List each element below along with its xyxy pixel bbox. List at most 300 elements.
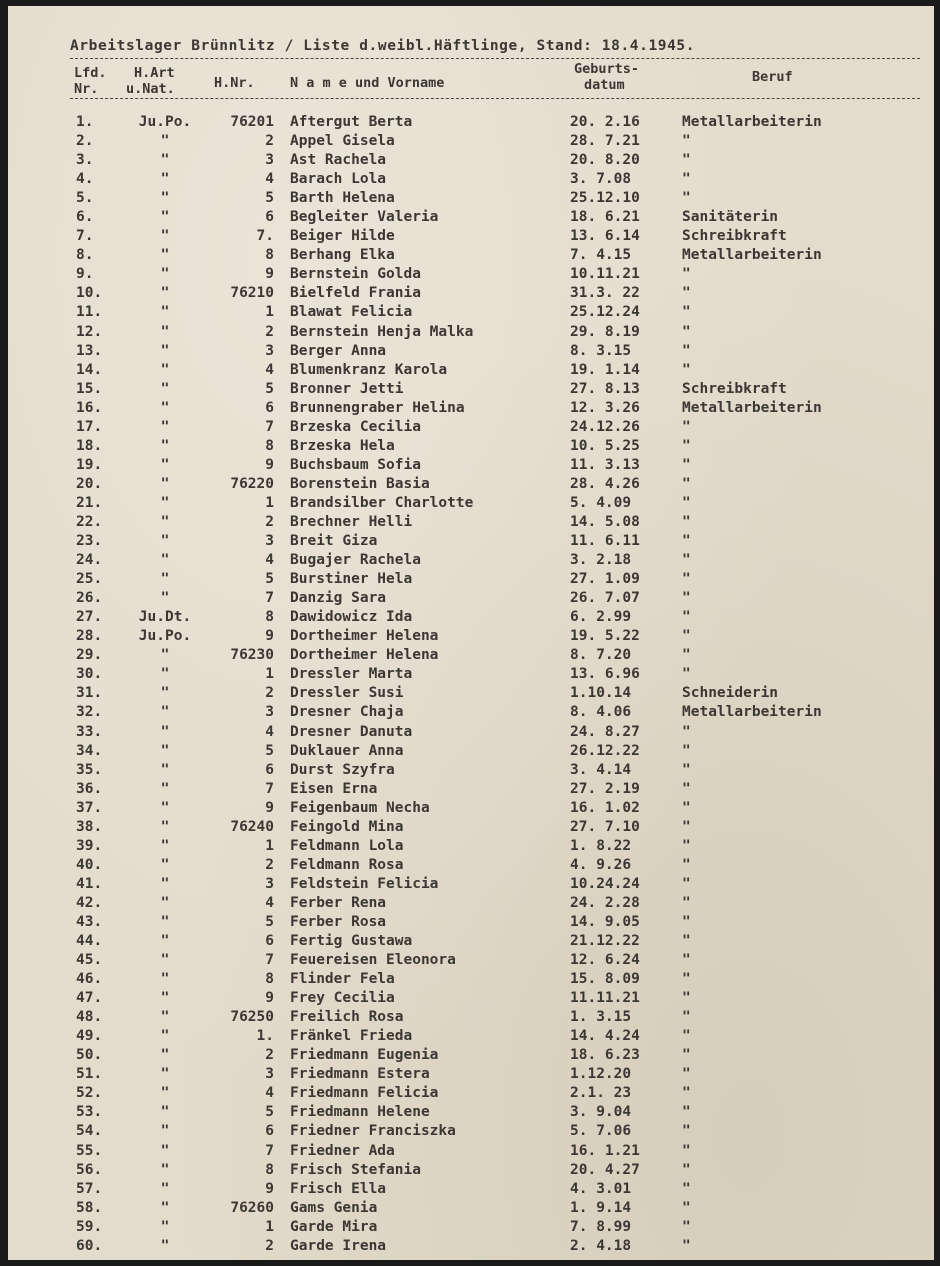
table-row xyxy=(8,1181,934,1200)
prisoner-name: Frisch Ella xyxy=(290,1180,387,1197)
prisoner-category: " xyxy=(160,952,170,969)
prisoner-category: " xyxy=(160,1066,170,1083)
row-number: 19. xyxy=(76,456,103,473)
prisoner-name: Begleiter Valeria xyxy=(290,209,439,226)
prisoner-name: Friedner Franciszka xyxy=(290,1123,456,1140)
row-number: 23. xyxy=(76,533,103,550)
prisoner-name: Friedmann Helene xyxy=(290,1104,430,1121)
occupation: " xyxy=(682,571,691,588)
prisoner-name: Frey Cecilia xyxy=(290,990,395,1007)
col-header-nat: u.Nat. xyxy=(126,81,175,97)
birth-date: 25.12.10 xyxy=(570,190,640,207)
table-row xyxy=(8,324,934,343)
prisoner-category: " xyxy=(160,266,170,283)
row-number: 7. xyxy=(76,228,94,245)
prisoner-name: Brechner Helli xyxy=(290,513,413,530)
row-number: 51. xyxy=(76,1066,103,1083)
prisoner-name: Brandsilber Charlotte xyxy=(290,494,474,511)
prisoner-number: 8 xyxy=(265,437,274,454)
row-number: 1. xyxy=(76,114,94,130)
birth-date: 6. 2.99 xyxy=(570,609,632,626)
prisoner-number: 4 xyxy=(265,552,274,569)
birth-date: 31.3. 22 xyxy=(570,285,640,302)
prisoner-number: 2 xyxy=(265,685,274,702)
prisoner-category: " xyxy=(160,723,170,740)
table-row xyxy=(8,685,934,704)
prisoner-name: Fertig Gustawa xyxy=(290,933,413,950)
prisoner-category: " xyxy=(160,209,170,226)
prisoner-name: Bronner Jetti xyxy=(290,380,404,397)
table-row xyxy=(8,1085,934,1104)
birth-date: 19. 1.14 xyxy=(570,361,640,378)
prisoner-category: " xyxy=(160,933,170,950)
table-row xyxy=(8,819,934,838)
table-row xyxy=(8,762,934,781)
row-number: 33. xyxy=(76,723,103,740)
prisoner-category: " xyxy=(160,571,170,588)
table-row xyxy=(8,514,934,533)
prisoner-number: 76220 xyxy=(230,475,274,492)
birth-date: 26.12.22 xyxy=(570,742,640,759)
occupation: " xyxy=(682,742,691,759)
prisoner-category: " xyxy=(160,304,170,321)
row-number: 59. xyxy=(76,1218,103,1235)
prisoner-category: " xyxy=(160,133,170,150)
birth-date: 1. 9.14 xyxy=(570,1199,632,1216)
table-row xyxy=(8,666,934,685)
prisoner-number: 8 xyxy=(265,1161,274,1178)
prisoner-name: Fränkel Frieda xyxy=(290,1028,413,1045)
prisoner-category: " xyxy=(160,1123,170,1140)
table-row xyxy=(8,171,934,190)
occupation: " xyxy=(682,913,691,930)
row-number: 55. xyxy=(76,1142,103,1159)
row-number: 39. xyxy=(76,837,103,854)
birth-date: 10.11.21 xyxy=(570,266,640,283)
birth-date: 8. 7.20 xyxy=(570,647,632,664)
row-number: 35. xyxy=(76,761,103,778)
occupation: " xyxy=(682,1047,691,1064)
occupation: " xyxy=(682,761,691,778)
row-number: 27. xyxy=(76,609,103,626)
occupation: " xyxy=(682,799,691,816)
occupation: " xyxy=(682,990,691,1007)
prisoner-name: Ferber Rena xyxy=(290,894,387,911)
prisoner-category: " xyxy=(160,437,170,454)
birth-date: 11. 6.11 xyxy=(570,533,640,550)
prisoner-category: " xyxy=(160,647,170,664)
table-row xyxy=(8,552,934,571)
prisoner-name: Barach Lola xyxy=(290,171,387,188)
table-row xyxy=(8,1104,934,1123)
row-number: 8. xyxy=(76,247,94,264)
prisoner-name: Frisch Stefania xyxy=(290,1161,421,1178)
occupation: " xyxy=(682,1180,691,1197)
prisoner-number: 1 xyxy=(265,494,274,511)
prisoner-name: Flinder Fela xyxy=(290,971,395,988)
row-number: 25. xyxy=(76,571,103,588)
prisoner-number: 4 xyxy=(265,723,274,740)
row-number: 47. xyxy=(76,990,103,1007)
row-number: 54. xyxy=(76,1123,103,1140)
birth-date: 19. 5.22 xyxy=(570,628,640,645)
birth-date: 21.12.22 xyxy=(570,933,640,950)
prisoner-name: Brzeska Cecilia xyxy=(290,418,421,435)
prisoner-name: Feuereisen Eleonora xyxy=(290,952,456,969)
prisoner-category: " xyxy=(160,380,170,397)
row-number: 28. xyxy=(76,628,103,645)
prisoner-category: " xyxy=(160,742,170,759)
prisoner-number: 9 xyxy=(265,1180,274,1197)
prisoner-category: " xyxy=(160,1028,170,1045)
prisoner-number: 5 xyxy=(265,742,274,759)
table-row xyxy=(8,743,934,762)
prisoner-number: 8 xyxy=(265,971,274,988)
table-row xyxy=(8,628,934,647)
prisoner-number: 3 xyxy=(265,704,274,721)
birth-date: 2.1. 23 xyxy=(570,1085,632,1102)
table-row xyxy=(8,1162,934,1181)
row-number: 26. xyxy=(76,590,103,607)
col-header-hart: H.Art xyxy=(134,65,175,81)
prisoner-category: " xyxy=(160,1199,170,1216)
prisoner-name: Brzeska Hela xyxy=(290,437,395,454)
prisoner-number: 7 xyxy=(265,1142,274,1159)
row-number: 60. xyxy=(76,1237,103,1254)
table-row xyxy=(8,381,934,400)
table-row xyxy=(8,914,934,933)
birth-date: 1. 3.15 xyxy=(570,1009,632,1026)
birth-date: 18. 6.23 xyxy=(570,1047,640,1064)
birth-date: 27. 1.09 xyxy=(570,571,640,588)
prisoner-name: Gams Genia xyxy=(290,1199,378,1216)
prisoner-number: 2 xyxy=(265,1237,274,1254)
prisoner-name: Brunnengraber Helina xyxy=(290,399,465,416)
header-rule-bottom xyxy=(70,98,920,99)
row-number: 43. xyxy=(76,913,103,930)
prisoner-category: " xyxy=(160,590,170,607)
occupation: " xyxy=(682,1009,691,1026)
prisoner-name: Blumenkranz Karola xyxy=(290,361,448,378)
prisoner-number: 5 xyxy=(265,1104,274,1121)
birth-date: 4. 9.26 xyxy=(570,856,632,873)
col-header-date-line1: Geburts- xyxy=(574,61,640,77)
prisoner-category: " xyxy=(160,990,170,1007)
table-row xyxy=(8,838,934,857)
occupation: " xyxy=(682,171,691,188)
occupation: " xyxy=(682,513,691,530)
birth-date: 24. 8.27 xyxy=(570,723,640,740)
prisoner-number: 1 xyxy=(265,666,274,683)
row-number: 57. xyxy=(76,1180,103,1197)
occupation: " xyxy=(682,723,691,740)
occupation: " xyxy=(682,494,691,511)
row-number: 58. xyxy=(76,1199,103,1216)
prisoner-name: Friedner Ada xyxy=(290,1142,395,1159)
prisoner-number: 3 xyxy=(265,342,274,359)
table-row xyxy=(8,438,934,457)
occupation: " xyxy=(682,1066,691,1083)
birth-date: 25.12.24 xyxy=(570,304,640,321)
prisoner-name: Dortheimer Helena xyxy=(290,628,439,645)
row-number: 42. xyxy=(76,894,103,911)
birth-date: 14. 4.24 xyxy=(570,1028,640,1045)
prisoner-name: Garde Mira xyxy=(290,1218,378,1235)
prisoner-category: " xyxy=(160,1218,170,1235)
col-header-date-line2: datum xyxy=(584,77,625,93)
occupation: Schreibkraft xyxy=(682,380,787,397)
prisoner-category: " xyxy=(160,456,170,473)
prisoner-name: Danzig Sara xyxy=(290,590,387,607)
birth-date: 7. 8.99 xyxy=(570,1218,632,1235)
prisoner-number: 2 xyxy=(265,1047,274,1064)
occupation: " xyxy=(682,190,691,207)
row-number: 21. xyxy=(76,494,103,511)
birth-date: 27. 7.10 xyxy=(570,818,640,835)
occupation: " xyxy=(682,647,691,664)
prisoner-number: 1 xyxy=(265,304,274,321)
table-row xyxy=(8,1238,934,1257)
table-row xyxy=(8,1143,934,1162)
occupation: " xyxy=(682,152,691,169)
row-number: 37. xyxy=(76,799,103,816)
occupation: Schneiderin xyxy=(682,685,779,702)
prisoner-number: 7 xyxy=(265,952,274,969)
prisoner-category: " xyxy=(160,418,170,435)
prisoner-category: " xyxy=(160,685,170,702)
prisoner-category: " xyxy=(160,894,170,911)
table-row xyxy=(8,704,934,723)
occupation: " xyxy=(682,304,691,321)
occupation: " xyxy=(682,875,691,892)
occupation: " xyxy=(682,1218,691,1235)
birth-date: 1.10.14 xyxy=(570,685,632,702)
birth-date: 24. 2.28 xyxy=(570,894,640,911)
occupation: " xyxy=(682,856,691,873)
row-number: 22. xyxy=(76,513,103,530)
birth-date: 3. 4.14 xyxy=(570,761,632,778)
prisoner-number: 4 xyxy=(265,894,274,911)
row-number: 50. xyxy=(76,1047,103,1064)
prisoner-number: 7 xyxy=(265,418,274,435)
prisoner-name: Feldstein Felicia xyxy=(290,875,439,892)
table-row xyxy=(8,781,934,800)
row-number: 53. xyxy=(76,1104,103,1121)
table-row xyxy=(8,1066,934,1085)
occupation: " xyxy=(682,533,691,550)
prisoner-number: 7. xyxy=(256,228,274,245)
prisoner-category: " xyxy=(160,1047,170,1064)
table-row xyxy=(8,1009,934,1028)
row-number: 24. xyxy=(76,552,103,569)
prisoner-number: 9 xyxy=(265,799,274,816)
prisoner-category: " xyxy=(160,780,170,797)
row-number: 30. xyxy=(76,666,103,683)
prisoner-name: Bugajer Rachela xyxy=(290,552,421,569)
prisoner-number: 8 xyxy=(265,609,274,626)
row-number: 14. xyxy=(76,361,103,378)
row-number: 15. xyxy=(76,380,103,397)
table-row xyxy=(8,971,934,990)
occupation: Sanitäterin xyxy=(682,209,779,226)
prisoner-name: Buchsbaum Sofia xyxy=(290,456,421,473)
occupation: " xyxy=(682,1161,691,1178)
prisoner-number: 4 xyxy=(265,361,274,378)
prisoner-category: " xyxy=(160,856,170,873)
occupation: " xyxy=(682,1199,691,1216)
table-row xyxy=(8,228,934,247)
col-header-lfd: Lfd. xyxy=(74,65,107,81)
birth-date: 15. 8.09 xyxy=(570,971,640,988)
prisoner-category: " xyxy=(160,875,170,892)
row-number: 17. xyxy=(76,418,103,435)
prisoner-category: " xyxy=(160,342,170,359)
occupation: " xyxy=(682,666,691,683)
prisoner-name: Berger Anna xyxy=(290,342,387,359)
prisoner-name: Bernstein Golda xyxy=(290,266,421,283)
prisoner-number: 6 xyxy=(265,761,274,778)
table-row xyxy=(8,1123,934,1142)
prisoner-number: 76230 xyxy=(230,647,274,664)
row-number: 29. xyxy=(76,647,103,664)
prisoner-category: " xyxy=(160,1009,170,1026)
prisoner-category: " xyxy=(160,323,170,340)
prisoner-number: 6 xyxy=(265,1123,274,1140)
birth-date: 16. 1.02 xyxy=(570,799,640,816)
prisoner-category: " xyxy=(160,1142,170,1159)
birth-date: 10. 5.25 xyxy=(570,437,640,454)
occupation: " xyxy=(682,456,691,473)
prisoner-name: Bernstein Henja Malka xyxy=(290,323,474,340)
table-row xyxy=(8,533,934,552)
occupation: " xyxy=(682,1237,691,1254)
row-number: 45. xyxy=(76,952,103,969)
prisoner-number: 5 xyxy=(265,913,274,930)
table-row xyxy=(8,419,934,438)
row-number: 49. xyxy=(76,1028,103,1045)
prisoner-name: Dresner Danuta xyxy=(290,723,413,740)
birth-date: 8. 3.15 xyxy=(570,342,632,359)
prisoner-list xyxy=(8,114,934,1257)
prisoner-category: " xyxy=(160,285,170,302)
prisoner-name: Barth Helena xyxy=(290,190,395,207)
prisoner-category: " xyxy=(160,818,170,835)
prisoner-number: 1 xyxy=(265,1218,274,1235)
prisoner-name: Friedmann Estera xyxy=(290,1066,430,1083)
prisoner-name: Appel Gisela xyxy=(290,133,395,150)
birth-date: 3. 9.04 xyxy=(570,1104,632,1121)
prisoner-number: 3 xyxy=(265,152,274,169)
prisoner-number: 76240 xyxy=(230,818,274,835)
birth-date: 13. 6.96 xyxy=(570,666,640,683)
prisoner-category: " xyxy=(160,152,170,169)
prisoner-category: " xyxy=(160,704,170,721)
row-number: 31. xyxy=(76,685,103,702)
table-row xyxy=(8,152,934,171)
prisoner-name: Feigenbaum Necha xyxy=(290,799,430,816)
birth-date: 14. 5.08 xyxy=(570,513,640,530)
occupation: " xyxy=(682,1104,691,1121)
prisoner-number: 2 xyxy=(265,856,274,873)
prisoner-number: 5 xyxy=(265,380,274,397)
birth-date: 4. 3.01 xyxy=(570,1180,632,1197)
occupation: " xyxy=(682,342,691,359)
table-row xyxy=(8,1047,934,1066)
birth-date: 3. 7.08 xyxy=(570,171,632,188)
table-row xyxy=(8,190,934,209)
birth-date: 1.12.20 xyxy=(570,1066,632,1083)
table-row xyxy=(8,990,934,1009)
row-number: 12. xyxy=(76,323,103,340)
prisoner-category: Ju.Po. xyxy=(138,114,192,130)
prisoner-number: 4 xyxy=(265,1085,274,1102)
prisoner-category: " xyxy=(160,494,170,511)
prisoner-category: " xyxy=(160,1161,170,1178)
prisoner-name: Bielfeld Frania xyxy=(290,285,421,302)
table-row xyxy=(8,724,934,743)
prisoner-name: Dressler Susi xyxy=(290,685,404,702)
birth-date: 1. 8.22 xyxy=(570,837,632,854)
prisoner-category: " xyxy=(160,1104,170,1121)
prisoner-number: 3 xyxy=(265,533,274,550)
prisoner-name: Dortheimer Helena xyxy=(290,647,439,664)
occupation: " xyxy=(682,818,691,835)
prisoner-name: Garde Irena xyxy=(290,1237,387,1254)
birth-date: 11.11.21 xyxy=(570,990,640,1007)
birth-date: 5. 7.06 xyxy=(570,1123,632,1140)
birth-date: 18. 6.21 xyxy=(570,209,640,226)
table-row xyxy=(8,1200,934,1219)
row-number: 34. xyxy=(76,742,103,759)
col-header-name: N a m e und Vorname xyxy=(290,75,445,91)
prisoner-number: 4 xyxy=(265,171,274,188)
table-row xyxy=(8,343,934,362)
row-number: 44. xyxy=(76,933,103,950)
table-row xyxy=(8,590,934,609)
occupation: " xyxy=(682,437,691,454)
prisoner-name: Feingold Mina xyxy=(290,818,404,835)
birth-date: 14. 9.05 xyxy=(570,913,640,930)
row-number: 5. xyxy=(76,190,94,207)
table-row xyxy=(8,1028,934,1047)
table-row xyxy=(8,247,934,266)
birth-date: 27. 8.13 xyxy=(570,380,640,397)
occupation: " xyxy=(682,418,691,435)
prisoner-category: Ju.Po. xyxy=(138,628,192,645)
prisoner-number: 9 xyxy=(265,266,274,283)
prisoner-number: 2 xyxy=(265,133,274,150)
occupation: " xyxy=(682,837,691,854)
prisoner-name: Berhang Elka xyxy=(290,247,395,264)
prisoner-category: " xyxy=(160,247,170,264)
table-row xyxy=(8,647,934,666)
occupation: " xyxy=(682,952,691,969)
table-row xyxy=(8,133,934,152)
row-number: 56. xyxy=(76,1161,103,1178)
col-header-beruf: Beruf xyxy=(752,69,793,85)
prisoner-number: 76260 xyxy=(230,1199,274,1216)
prisoner-number: 5 xyxy=(265,571,274,588)
row-number: 6. xyxy=(76,209,94,226)
prisoner-name: Eisen Erna xyxy=(290,780,378,797)
prisoner-name: Durst Szyfra xyxy=(290,761,395,778)
col-header-hnr: H.Nr. xyxy=(214,75,255,91)
prisoner-name: Dresner Chaja xyxy=(290,704,404,721)
document-page xyxy=(8,6,934,1260)
prisoner-category: " xyxy=(160,913,170,930)
table-row xyxy=(8,895,934,914)
prisoner-category: " xyxy=(160,1180,170,1197)
